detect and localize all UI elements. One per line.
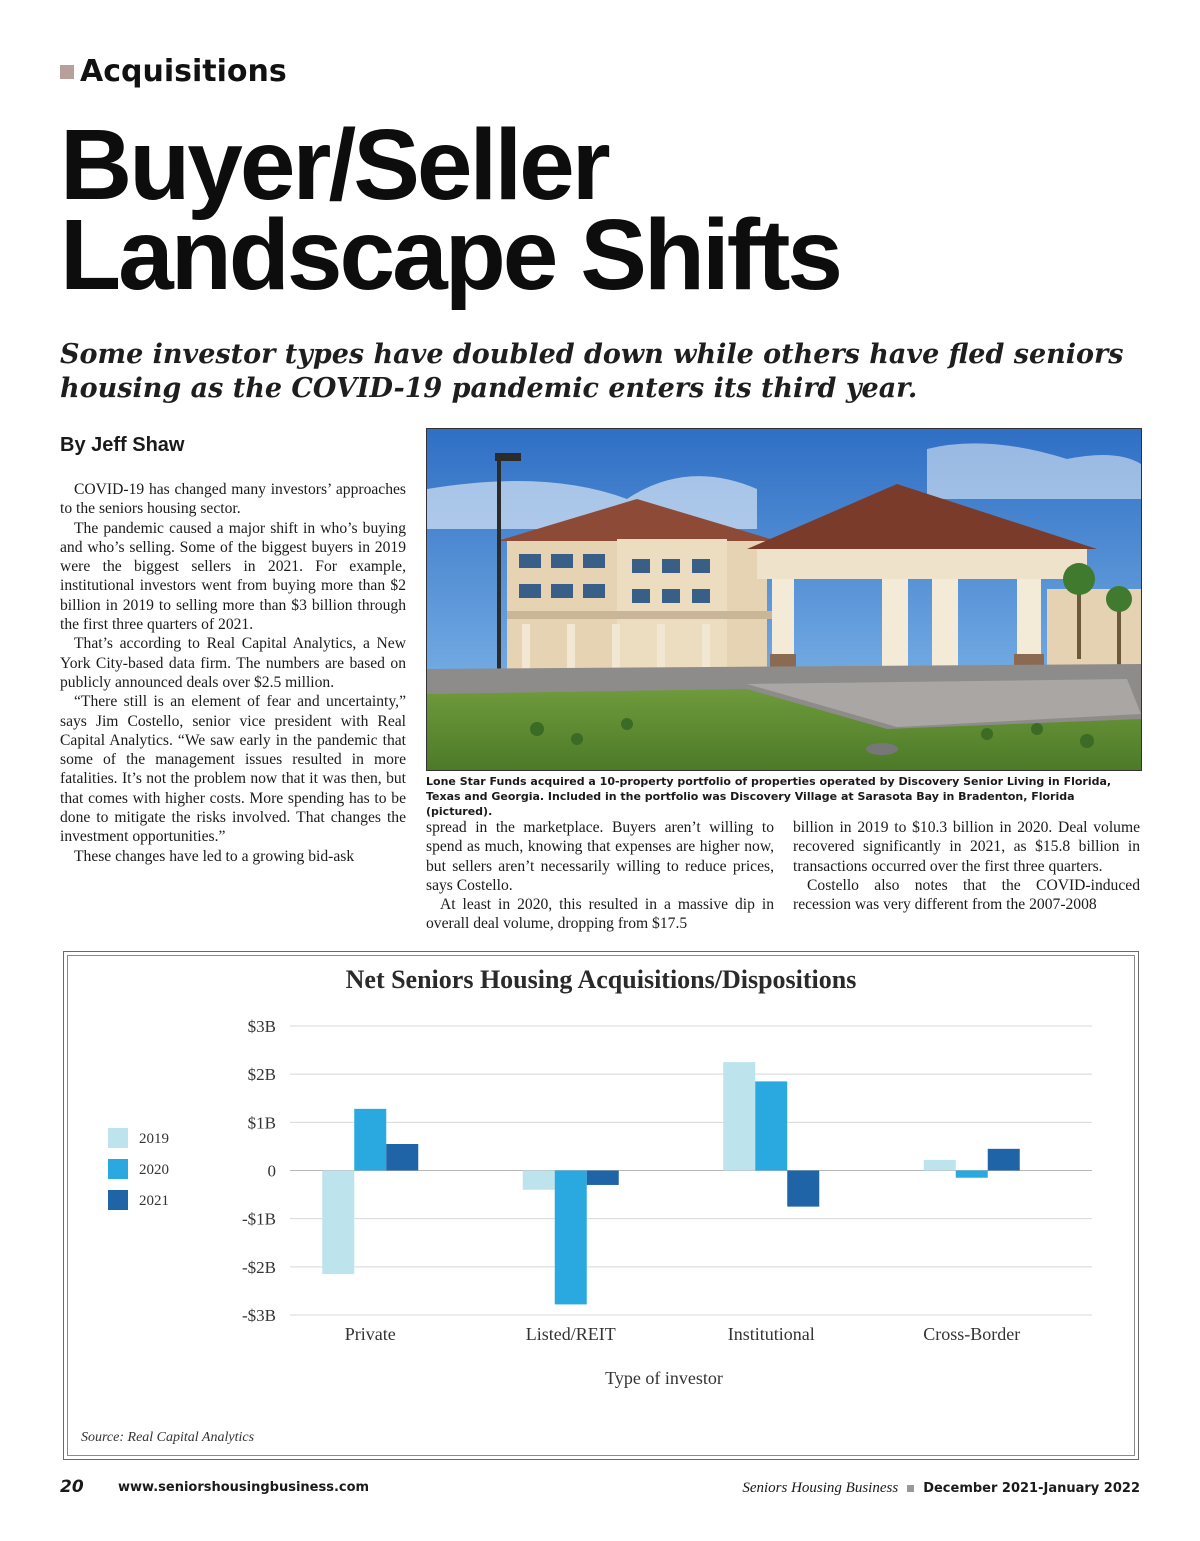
paragraph: “There still is an element of fear and uncertainty,” says Jim Costello, senior vice president with Real Capital Analytics. “We saw early in the pandemic that some of the management issues resulted in more fatalities. It’s not the problem now that it was then, but that comes with higher costs. More spending has to be done to mitigate the risks involved. That changes the investment opportunities.” [60,693,406,846]
paragraph: COVID-19 has changed many investors’ approaches to the seniors housing sector. [60,481,406,518]
bar-2019-private [322,1171,354,1275]
y-tick-label: $3B [247,1017,276,1036]
footer-url: www.seniorshousingbusiness.com [118,1480,370,1495]
legend-swatch [108,1128,128,1148]
footer-publication [742,1480,1140,1497]
bar-2020-institutional [755,1081,787,1170]
y-tick-label: 0 [267,1161,276,1181]
x-axis-label: Type of investor [605,1368,723,1388]
chart-frame [63,951,1139,1460]
legend-label: 2021 [139,1193,169,1209]
body-column-2 [426,818,774,934]
legend-label: 2020 [139,1162,169,1178]
y-tick-label: $1B [247,1113,276,1133]
y-tick-label: -$1B [242,1209,276,1229]
x-category-label: Cross-Border [923,1324,1021,1344]
x-category-label: Institutional [727,1324,815,1344]
paragraph: spread in the marketplace. Buyers aren’t willing to spend as much, knowing that expenses are higher now, but sellers aren’t necessarily willing to reduce prices, says Costello. [426,819,774,894]
paragraph: That’s according to Real Capital Analytics, a New York City-based data firm. The numbers are based on publicly announced deals over $2.5 million. [60,635,406,691]
chart-title: Net Seniors Housing Acquisitions/Dispositions [345,965,857,994]
headline-line-1: Buyer/Seller [60,109,608,221]
bar-2020-cross-border [956,1171,988,1178]
bar-2019-listed-reit [523,1171,555,1190]
bar-2021-cross-border [988,1149,1020,1171]
byline: By Jeff Shaw [60,434,185,456]
bar-2019-cross-border [924,1160,956,1171]
body-column-3 [793,818,1140,914]
paragraph: The pandemic caused a major shift in who’s buying and who’s selling. Some of the biggest buyers in 2019 were the biggest sellers in 2021. For example, institutional investors went from buying more than $2 billion in 2019 to selling more than $3 billion through the first three quarters of 2021. [60,519,406,634]
bar-2019-institutional [723,1062,755,1170]
bar-2021-institutional [787,1171,819,1207]
x-category-label: Listed/REIT [525,1324,616,1344]
issue-date: December 2021-January 2022 [923,1481,1140,1496]
bar-2021-listed-reit [587,1171,619,1185]
paragraph: billion in 2019 to $10.3 billion in 2020. Deal volume recovered significantly in 2021, as $15.8 billion in transactions occurred over the first three quarters. [793,819,1140,875]
photo-caption: Lone Star Funds acquired a 10-property portfolio of properties operated by Discovery Senior Living in Florida, Texas and Georgia. Included in the portfolio was Discovery Village at Sarasota Bay in Bradenton, Florida (pictured). [426,775,1112,818]
chart-source: Source: Real Capital Analytics [81,1430,255,1445]
legend-swatch [108,1159,128,1179]
legend-label: 2019 [139,1131,169,1147]
paragraph: At least in 2020, this resulted in a massive dip in overall deal volume, dropping from $17.5 [426,896,774,933]
body-column-1 [60,480,406,866]
section-marker-icon [60,65,74,79]
bar-2020-listed-reit [555,1171,587,1305]
paragraph: These changes have led to a growing bid-ask [74,847,355,865]
section-label: Acquisitions [80,54,287,89]
y-tick-label: -$2B [242,1257,276,1277]
bar-2020-private [354,1109,386,1171]
article-photo [426,428,1142,771]
section-tag [60,54,287,89]
y-tick-label: $2B [247,1065,276,1085]
deck: Some investor types have doubled down while others have fled seniors housing as the COVID-19 pandemic enters its third year. [60,339,1124,404]
x-category-label: Private [344,1324,396,1344]
building-photo-illustration [427,429,1141,770]
magazine-name: Seniors Housing Business [742,1480,899,1496]
headline [60,109,1060,311]
paragraph: Costello also notes that the COVID-induced recession was very different from the 2007-2008 [793,876,1140,914]
headline-line-2: Landscape Shifts [60,199,840,311]
separator-square-icon [907,1485,914,1492]
bar-chart [64,952,1138,1459]
y-tick-label: -$3B [242,1306,276,1325]
legend-swatch [108,1190,128,1210]
page-number: 20 [60,1477,84,1497]
bar-2021-private [386,1144,418,1170]
